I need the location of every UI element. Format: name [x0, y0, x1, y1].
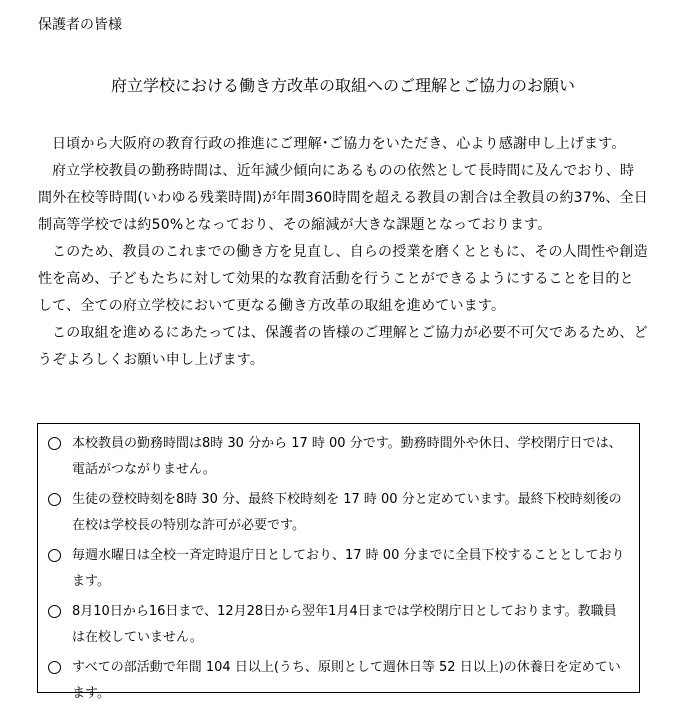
notice-item-text: 8月10日から16日まで、12月28日から翌年1月4日までは学校閉庁日としております。教職員は在校していません。 [72, 604, 617, 645]
notice-item-attendance-time [48, 487, 627, 539]
notice-item-text: 本校教員の勤務時間は8時 30 分から 17 時 00 分です。勤務時間外や休日、学校閉庁日では、電話がつながりません。 [72, 436, 622, 477]
notice-item-wednesday [48, 543, 627, 595]
notice-item-text: すべての部活動で年間 104 日以上(うち、原則として週休日等 52 日以上)の休養日を定めています。 [72, 660, 621, 701]
paragraph-reform-purpose: このため、教員のこれまでの働き方を見直し、自らの授業を磨くとともに、その人間性や創造性を高め、子どもたちに対して効果的な教育活動を行うことができるようにすることを目的として、全ての府立学校において更なる働き方改革の取組を進めています。 [38, 244, 648, 314]
notice-item-text: 生徒の登校時刻を8時 30 分、最終下校時刻を 17 時 00 分と定めています。最終下校時刻後の在校は学校長の特別な許可が必要です。 [72, 492, 622, 533]
body-text [38, 131, 648, 374]
notice-item-working-hours [48, 431, 627, 483]
paragraph-request: この取組を進めるにあたっては、保護者の皆様のご理解とご協力が必要不可欠であるため、どうぞよろしくお願い申し上げます。 [38, 325, 648, 368]
notice-item-text: 毎週水曜日は全校一斉定時退庁日としており、17 時 00 分までに全員下校することとしております。 [72, 548, 625, 589]
circle-bullet-icon [48, 549, 61, 562]
notice-item-club-rest-days [48, 655, 627, 707]
paragraph-greeting: 日頃から大阪府の教育行政の推進にご理解･ご協力をいただき、心より感謝申し上げます。 [52, 136, 626, 152]
circle-bullet-icon [48, 493, 61, 506]
addressee: 保護者の皆様 [38, 17, 122, 33]
notice-item-closure-days [48, 599, 627, 651]
circle-bullet-icon [48, 661, 61, 674]
circle-bullet-icon [48, 437, 61, 450]
document-title: 府立学校における働き方改革の取組へのご理解とご協力のお願い [110, 76, 575, 95]
paragraph-working-hours: 府立学校教員の勤務時間は、近年減少傾向にあるものの依然として長時間に及んでおり、時間外在校等時間(いわゆる残業時間)が年間360時間を超える教員の割合は全教員の約37%、全日制高等学校では約50%となっており、その縮減が大きな課題となっております。 [38, 163, 648, 233]
circle-bullet-icon [48, 605, 61, 618]
notice-box [37, 423, 640, 701]
